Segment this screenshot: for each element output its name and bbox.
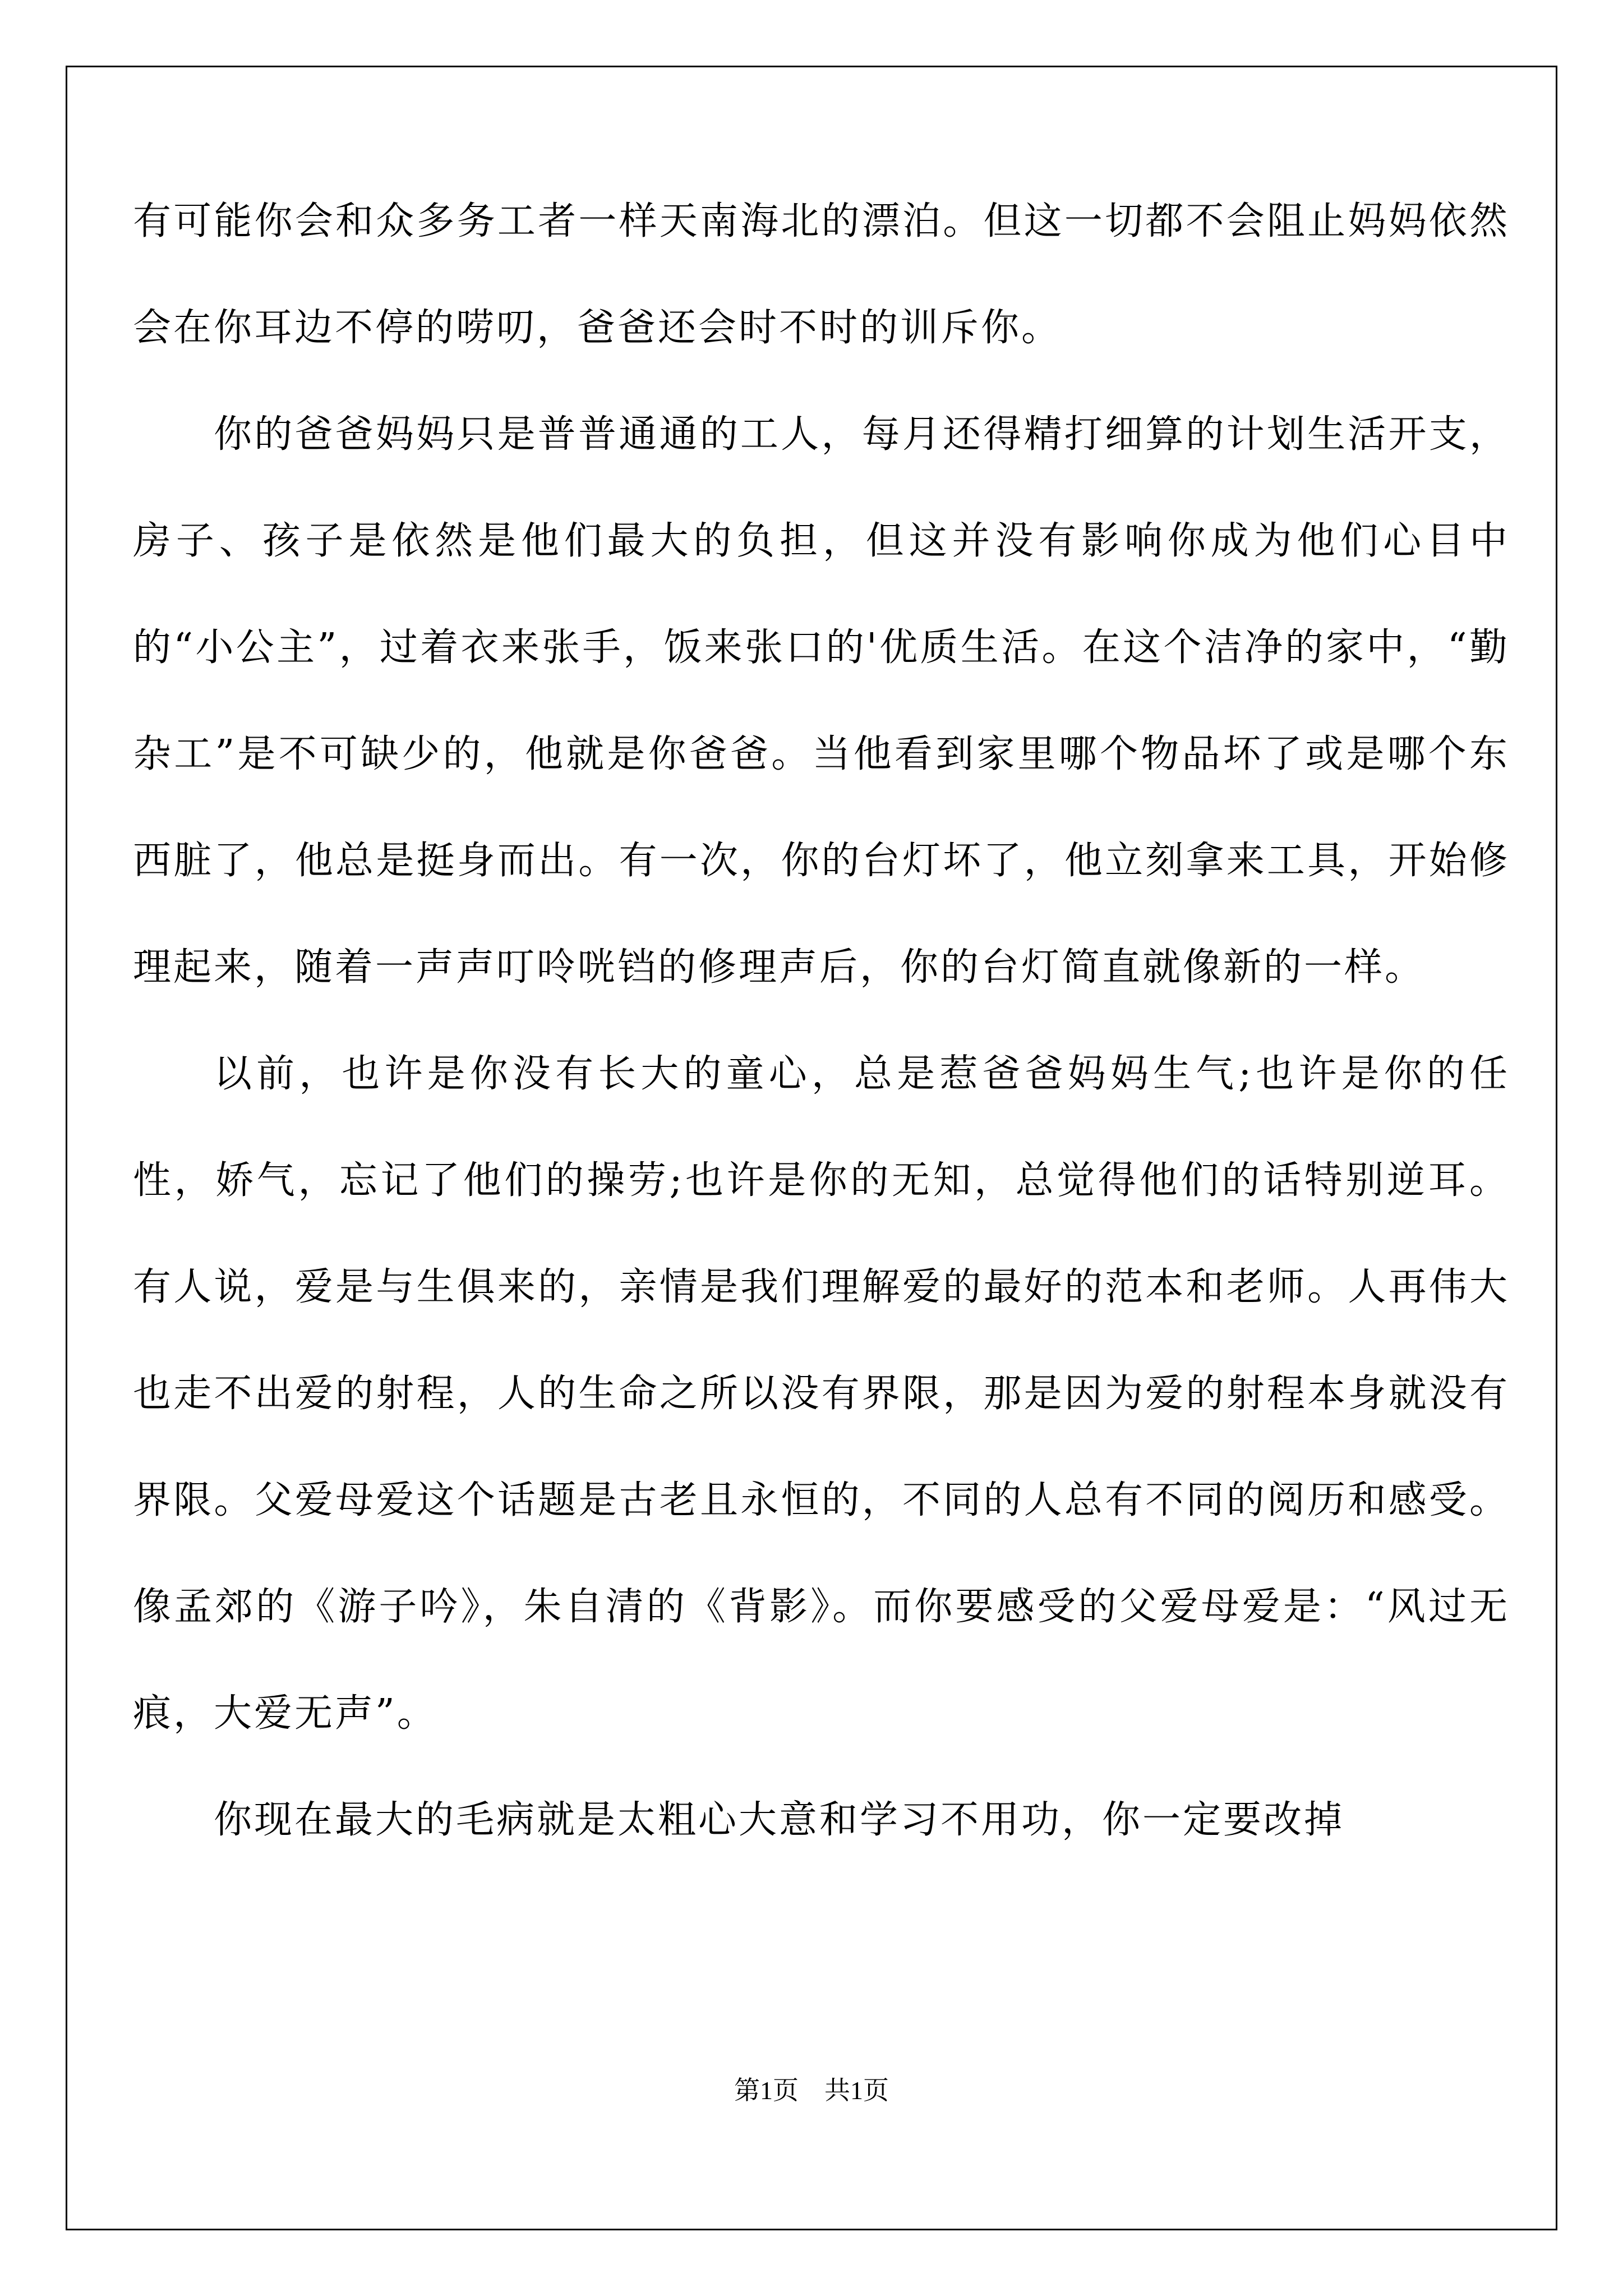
page-number-footer: 第1页 共1页	[734, 2076, 889, 2105]
document-body	[133, 168, 1510, 1874]
paragraph-3: 以前，也许是你没有长大的童心，总是惹爸爸妈妈生气;也许是你的任性，娇气，忘记了他们的操劳;也许是你的无知，总觉得他们的话特别逆耳。有人说，爱是与生俱来的，亲情是我们理解爱的最好的范本和老师。人再伟大也走不出爱的射程，人的生命之所以没有界限，那是因为爱的射程本身就没有界限。父爱母爱这个话题是古老且永恒的，不同的人总有不同的阅历和感受。像孟郊的《游子吟》，朱自清的《背影》。而你要感受的父爱母爱是：“风过无痕，大爱无声”。	[133, 1052, 1510, 1736]
paragraph-1: 有可能你会和众多务工者一样天南海北的漂泊。但这一切都不会阻止妈妈依然会在你耳边不停的唠叨，爸爸还会时不时的训斥你。	[133, 199, 1510, 350]
paragraph-4: 你现在最大的毛病就是太粗心大意和学习不用功，你一定要改掉	[214, 1798, 1345, 1842]
paragraph-2: 你的爸爸妈妈只是普普通通的工人，每月还得精打细算的计划生活开支，房子、孩子是依然是他们最大的负担，但这并没有影响你成为他们心目中的“小公主”，过着衣来张手，饭来张口的'优质生活。在这个洁净的家中，“勤杂工”是不可缺少的，他就是你爸爸。当他看到家里哪个物品坏了或是哪个东西脏了，他总是挺身而出。有一次，你的台灯坏了，他立刻拿来工具，开始修理起来，随着一声声叮呤咣铛的修理声后，你的台灯简直就像新的一样。	[133, 412, 1510, 990]
